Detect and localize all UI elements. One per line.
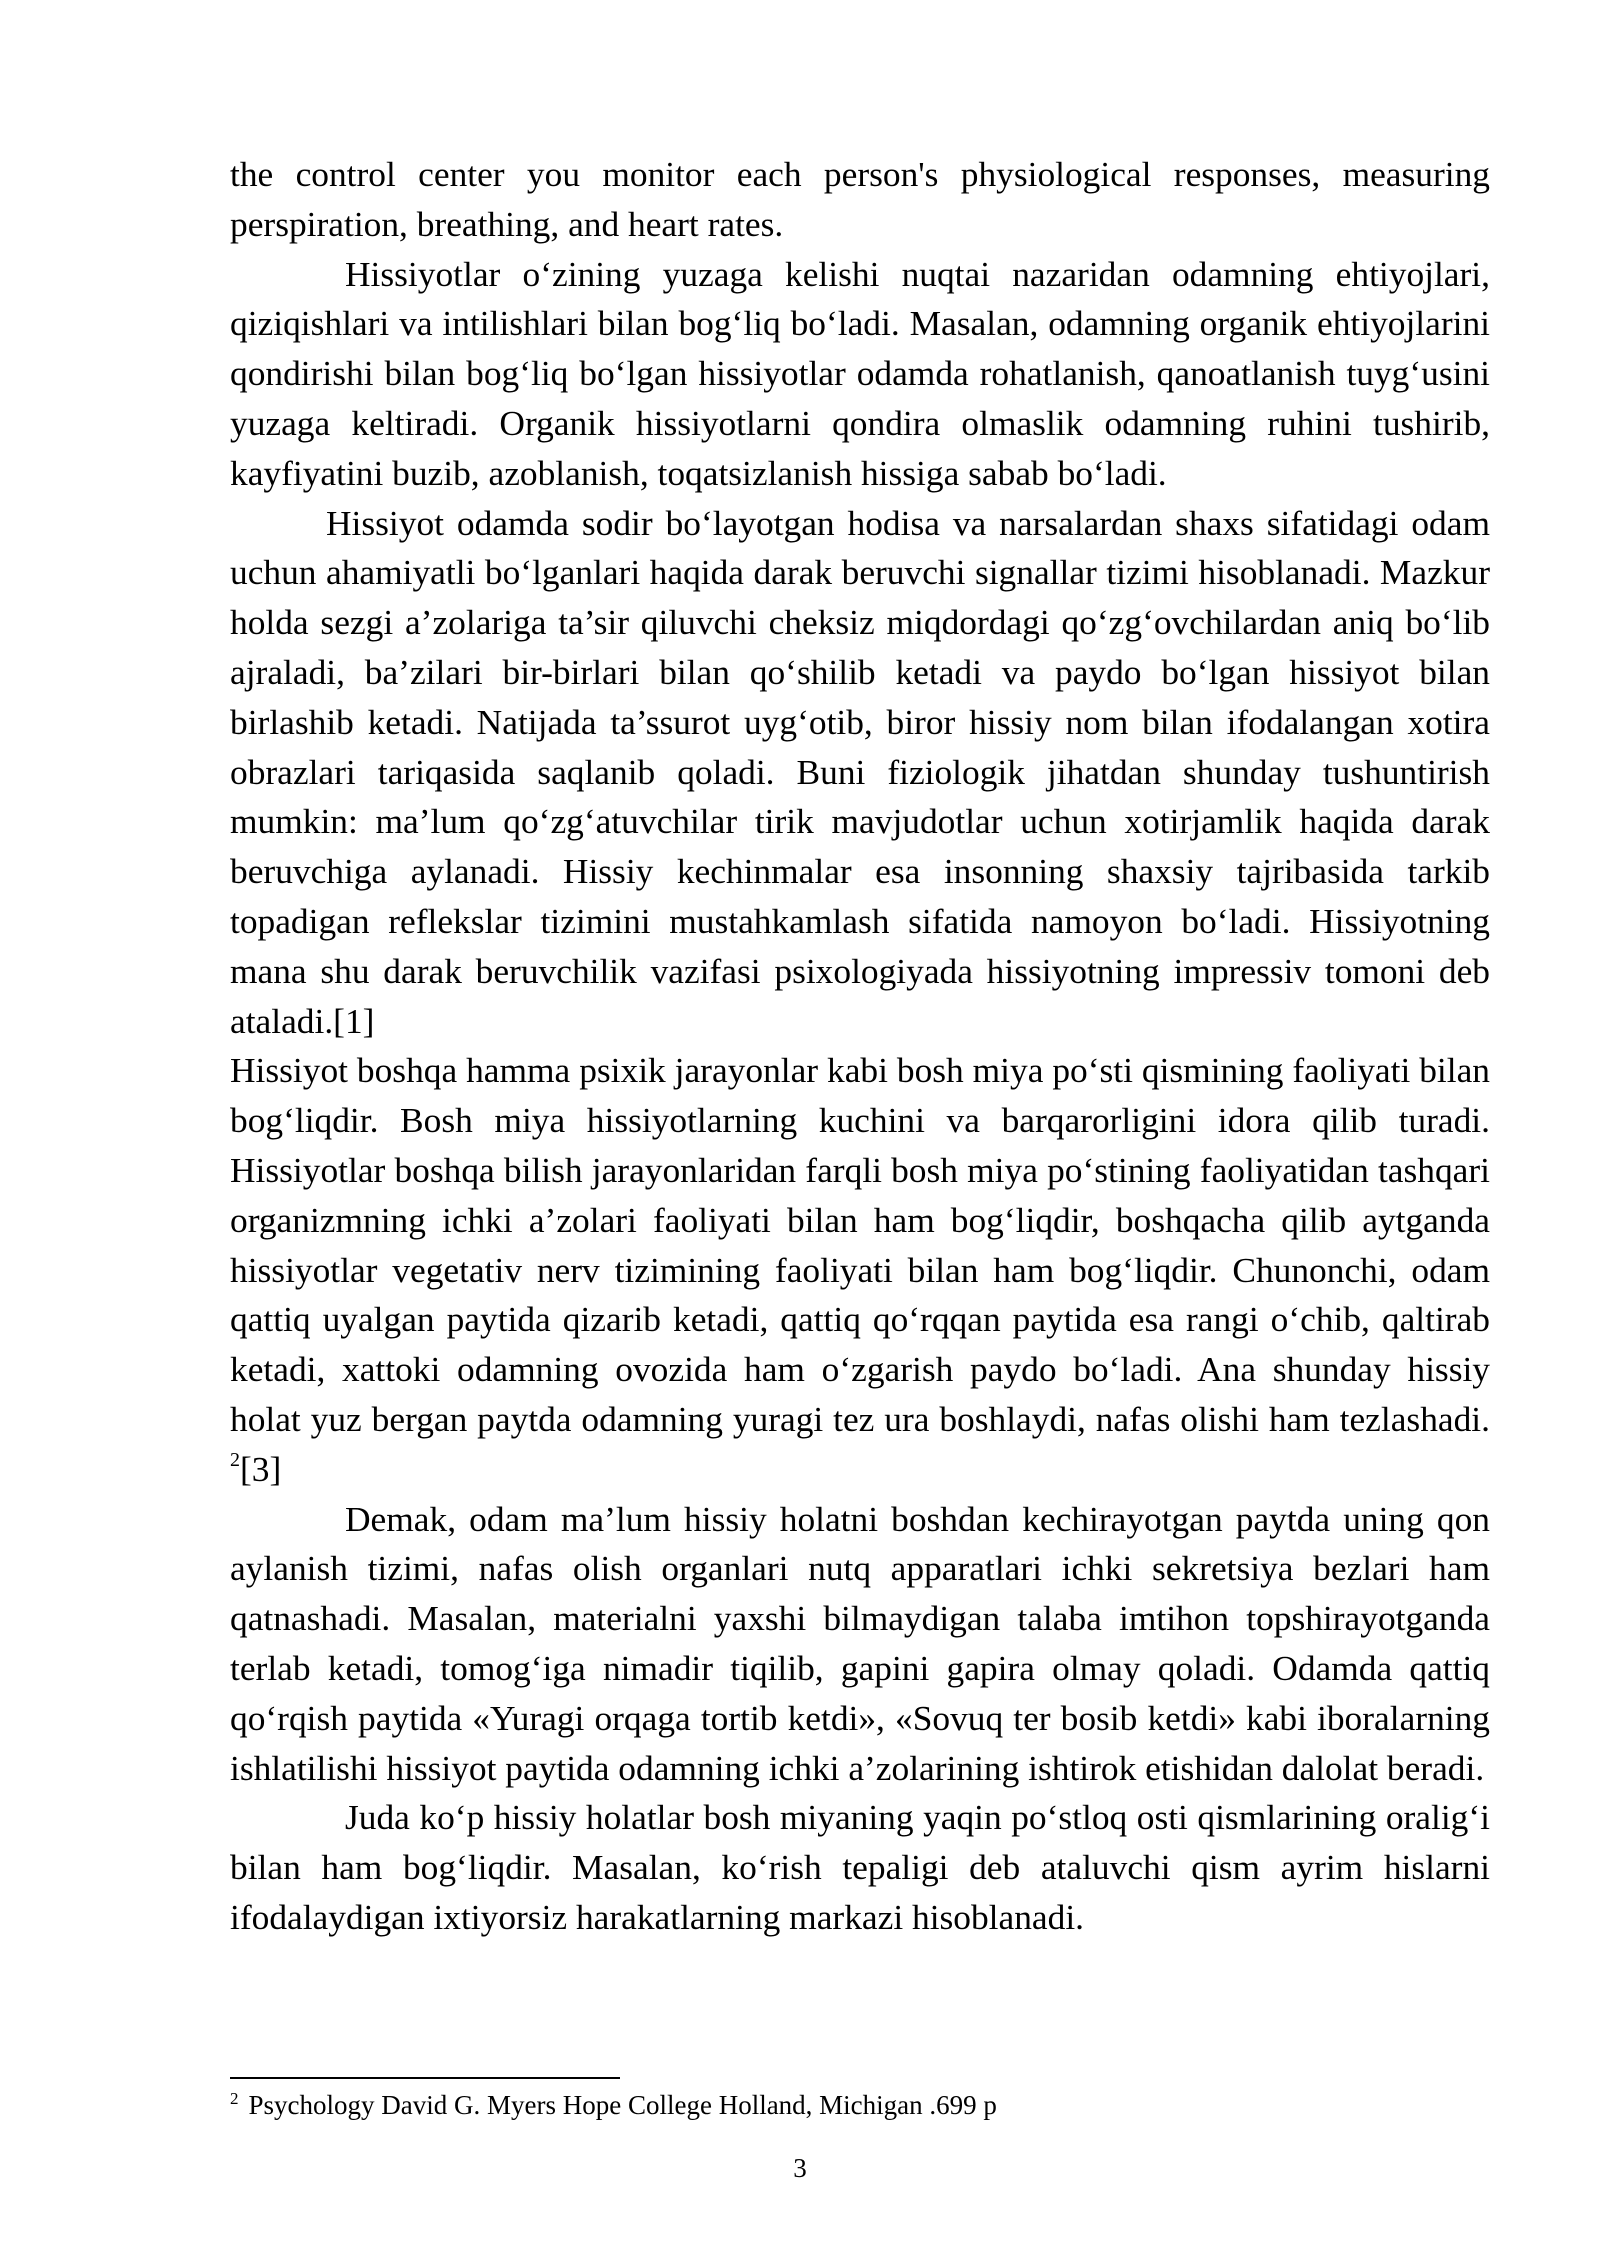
citation-reference: [3] — [240, 1448, 282, 1489]
paragraph-emotions-needs: Hissiyotlar o‘zining yuzaga kelishi nuqtai nazaridan odamning ehtiyojlari, qiziqishlari va intilishlari bilan bog‘liq bo‘ladi. Masalan, odamning organik ehtiyojlarini qondirishi bilan bog‘liq bo‘lgan hissiyotlar odamda rohatlanish, qanoatlanish tuyg‘usini yuzaga keltiradi. Organik hissiyotlarni qondira olmaslik odamning ruhini tushirib, kayfiyatini buzib, azoblanish, toqatsizlanish hissiga sabab bo‘ladi. — [230, 253, 1490, 493]
footnote-separator — [230, 2077, 620, 2079]
footnote-reference[interactable]: 2 — [230, 1448, 240, 1471]
paragraph-continuation: the control center you monitor each person's physiological responses, measuring perspiration, breathing, and heart rates. — [230, 154, 1490, 244]
paragraph-emotions-brain-text: Hissiyot boshqa hamma psixik jarayonlar kabi bosh miya po‘sti qismining faoliyati bilan bog‘liqdir. Bosh miya hissiyotlarning kuchini va barqarorligini idora qilib turadi. Hissiyotlar boshqa bilish jarayonlaridan farqli bosh miya po‘stining faoliyatidan tashqari organizmning ichki a’zolari faoliyati bilan ham bog‘liqdir, boshqacha qilib aytganda hissiyotlar vegetativ nerv tizimining faoliyati bilan ham bog‘liqdir. Chunonchi, odam qattiq uyalgan paytida qizarib ketadi, qattiq qo‘rqqan paytida esa rangi o‘chib, qaltirab ketadi, xattoki odamning ovozida ham o‘zgarish paydo bo‘ladi. Ana shunday hissiy holat yuz bergan paytda odamning yuragi tez ura boshlaydi, nafas olishi ham tezlashadi. — [230, 1050, 1490, 1439]
paragraph-emotions-brain — [230, 1046, 1490, 1494]
paragraph-emotions-subcortex: Juda ko‘p hissiy holatlar bosh miyaning yaqin po‘stloq osti qismlarining oralig‘i bilan ham bog‘liqdir. Masalan, ko‘rish tepaligi deb ataluvchi qism ayrim hislarni ifodalaydigan ixtiyorsiz harakatlarning markazi hisoblanadi. — [230, 1797, 1490, 1937]
footnote-number: 2 — [230, 2089, 239, 2108]
paragraph-emotions-organs: Demak, odam ma’lum hissiy holatni boshdan kechirayotgan paytda uning qon aylanish tizimi, nafas olish organlari nutq apparatlari ichki sekretsiya bezlari ham qatnashadi. Masalan, materialni yaxshi bilmaydigan talaba imtihon topshirayotganda terlab ketadi, tomog‘iga nimadir tiqilib, gapini gapira olmay qoladi. Odamda qattiq qo‘rqish paytida «Yuragi orqaga tortib ketdi», «Sovuq ter bosib ketdi» kabi iboralarning ishlatilishi hissiyot paytida odamning ichki a’zolarining ishtirok etishidan dalolat beradi. — [230, 1498, 1490, 1788]
page-number: 3 — [793, 2153, 807, 2183]
footnote — [230, 2087, 1490, 2123]
body-text — [230, 150, 1490, 1943]
paragraph-emotions-signals: Hissiyot odamda sodir bo‘layotgan hodisa va narsalardan shaxs sifatidagi odam uchun ahamiyatli bo‘lganlari haqida darak beruvchi signallar tizimi hisoblanadi. Mazkur holda sezgi a’zolariga ta’sir qiluvchi cheksiz miqdordagi qo‘zg‘ovchilardan aniq bo‘lib ajraladi, ba’zilari bir-birlari bilan qo‘shilib ketadi va paydo bo‘lgan hissiyot bilan birlashib ketadi. Natijada ta’ssurot uyg‘otib, biror hissiy nom bilan ifodalangan xotira obrazlari tariqasida saqlanib qoladi. Buni fiziologik jihatdan shunday tushuntirish mumkin: ma’lum qo‘zg‘atuvchilar tirik mavjudotlar uchun xotirjamlik haqida darak beruvchiga aylanadi. Hissiy kechinmalar esa insonning shaxsiy tajribasida tarkib topadigan reflekslar tizimini mustahkamlash sifatida namoyon bo‘ladi. Hissiyotning mana shu darak beruvchilik vazifasi psixologiyada hissiyotning impressiv tomoni deb ataladi.[1] — [230, 502, 1490, 1041]
footnote-text: Psychology David G. Myers Hope College Holland, Michigan .699 p — [248, 2090, 997, 2120]
